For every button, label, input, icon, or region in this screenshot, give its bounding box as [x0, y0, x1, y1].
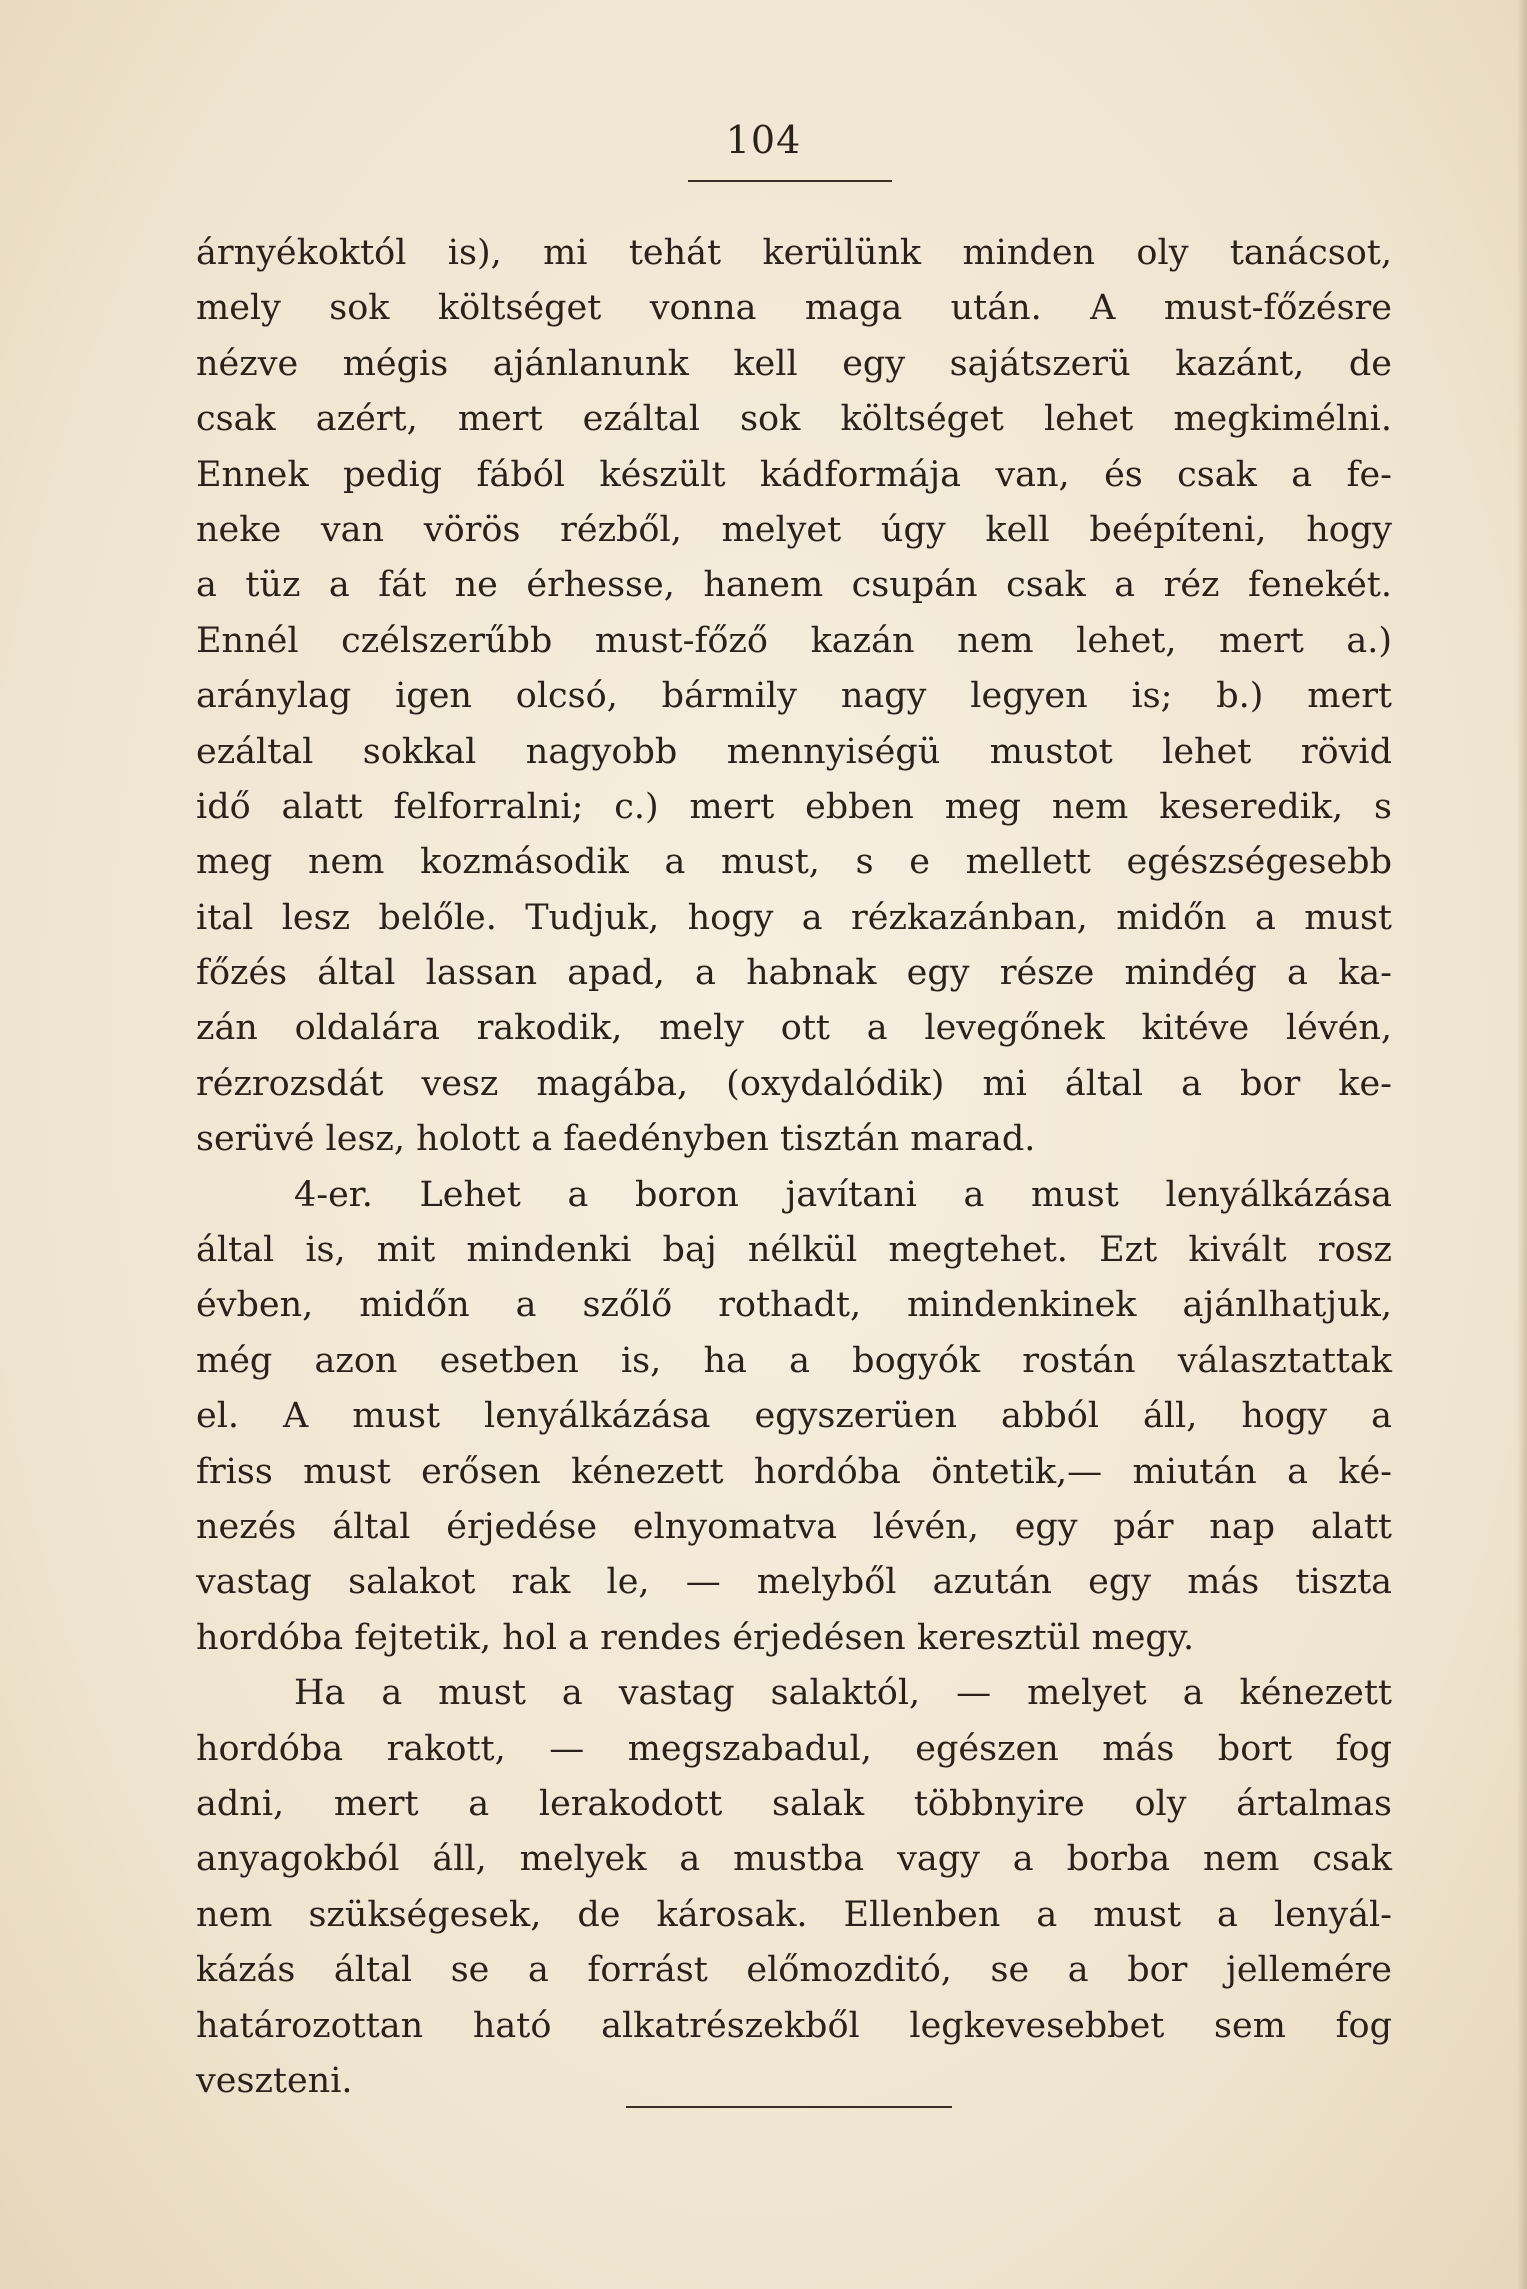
text-line: mely sok költséget vonna maga után. A must-főzésre: [196, 288, 1392, 329]
text-line: főzés által lassan apad, a habnak egy része mindég a ka-: [196, 953, 1392, 994]
text-line: csak azért, mert ezáltal sok költséget lehet megkimélni.: [196, 399, 1392, 440]
text-line: adni, mert a lerakodott salak többnyire oly ártalmas: [196, 1783, 1392, 1824]
text-line: friss must erősen kénezett hordóba öntetik,— miután a ké-: [196, 1451, 1392, 1492]
text-line: által is, mit mindenki baj nélkül megtehet. Ezt kivált rosz: [196, 1230, 1392, 1271]
text-line: neke van vörös rézből, melyet úgy kell beépíteni, hogy: [196, 509, 1392, 550]
text-line: meg nem kozmásodik a must, s e mellett egészségesebb: [196, 842, 1392, 883]
text-line: veszteni.: [196, 2060, 353, 2101]
text-line: ital lesz belőle. Tudjuk, hogy a rézkazánban, midőn a must: [196, 897, 1392, 938]
body-text: [196, 226, 1392, 2109]
text-line: rézrozsdát vesz magába, (oxydalódik) mi által a bor ke-: [196, 1063, 1392, 1104]
text-line: Ha a must a vastag salaktól, — melyet a kénezett: [294, 1673, 1392, 1714]
text-line: ezáltal sokkal nagyobb mennyiségü mustot lehet rövid: [196, 731, 1392, 772]
header-rule: [688, 180, 892, 182]
text-line: vastag salakot rak le, — melyből azután egy más tiszta: [196, 1562, 1392, 1603]
text-line: a tüz a fát ne érhesse, hanem csupán csak a réz fenekét.: [196, 565, 1392, 606]
text-line: még azon esetben is, ha a bogyók rostán választattak: [196, 1340, 1392, 1381]
text-line: nem szükségesek, de károsak. Ellenben a must a lenyál-: [196, 1894, 1392, 1935]
text-line: serüvé lesz, holott a faedényben tisztán marad.: [196, 1119, 1036, 1160]
text-line: évben, midőn a szőlő rothadt, mindenkinek ajánlhatjuk,: [196, 1285, 1392, 1326]
text-line: hordóba rakott, — megszabadul, egészen más bort fog: [196, 1728, 1392, 1769]
text-line: határozottan ható alkatrészekből legkevesebbet sem fog: [196, 2005, 1392, 2046]
text-line: anyagokból áll, melyek a mustba vagy a borba nem csak: [196, 1839, 1392, 1880]
text-line: kázás által se a forrást előmozditó, se a bor jellemére: [196, 1950, 1392, 1991]
text-line: aránylag igen olcsó, bármily nagy legyen is; b.) mert: [196, 676, 1392, 717]
text-line: zán oldalára rakodik, mely ott a levegőnek kitéve lévén,: [196, 1008, 1392, 1049]
text-line: Ennél czélszerűbb must-főző kazán nem lehet, mert a.): [196, 620, 1392, 661]
text-line: nezés által érjedése elnyomatva lévén, egy pár nap alatt: [196, 1506, 1392, 1547]
text-line: 4-er. Lehet a boron javítani a must lenyálkázása: [294, 1174, 1392, 1215]
text-line: el. A must lenyálkázása egyszerüen abból áll, hogy a: [196, 1396, 1392, 1437]
text-line: nézve mégis ajánlanunk kell egy sajátszerü kazánt, de: [196, 343, 1392, 384]
text-line: árnyékoktól is), mi tehát kerülünk minden oly tanácsot,: [196, 233, 1392, 273]
footer-rule: [626, 2106, 952, 2108]
text-line: hordóba fejtetik, hol a rendes érjedésen keresztül megy.: [196, 1617, 1195, 1658]
text-line: Ennek pedig fából készült kádformája van, és csak a fe-: [196, 454, 1392, 495]
page-spine-shadow: [1517, 0, 1527, 2289]
page-number: 104: [725, 118, 802, 162]
text-line: idő alatt felforralni; c.) mert ebben meg nem keseredik, s: [196, 786, 1392, 827]
